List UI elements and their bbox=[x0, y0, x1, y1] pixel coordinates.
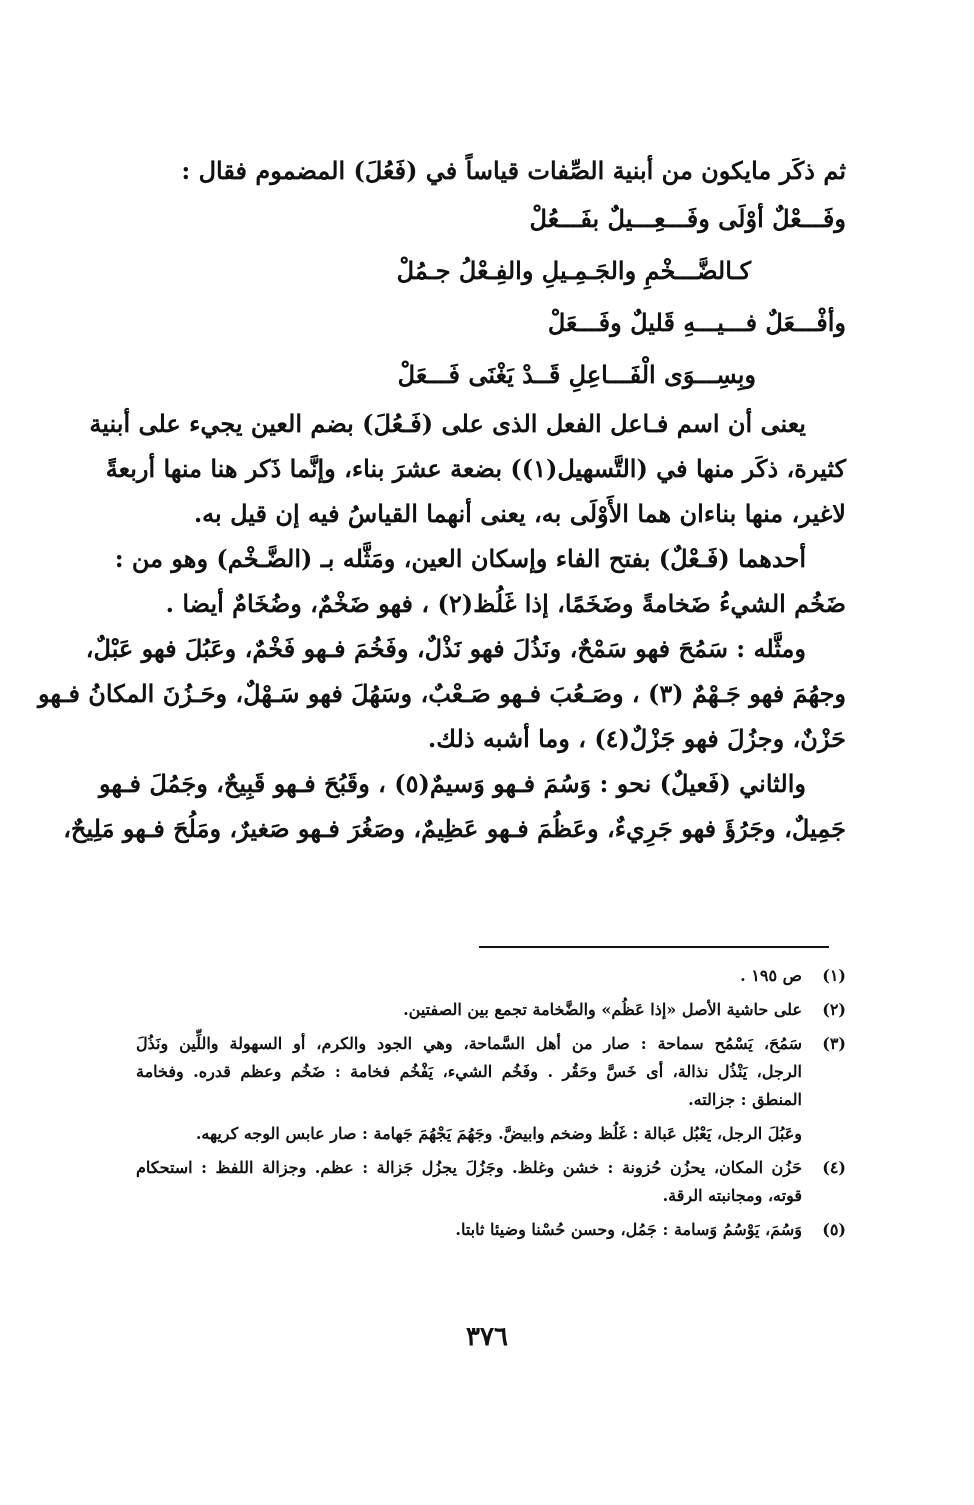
footnote-text: على حاشية الأصل «إذا عَظُم» والضَّخامة تجمع بين الصفتين. bbox=[403, 1000, 802, 1019]
footnote-divider bbox=[479, 946, 829, 948]
footnote-number: (٤) bbox=[822, 1158, 846, 1177]
para4-line-2: جَمِيلٌ، وجَرُؤَ فهو جَرِيءٌ، وعَظُمَ فـهو عَظِيمٌ، وصَغُرَ فـهو صَغيرٌ، ومَلُحَ فـهو مَلِيحٌ، bbox=[63, 814, 846, 843]
footnotes bbox=[136, 962, 846, 1250]
para3-line-2: وجهُمَ فهو جَـهْمٌ (٣) ، وصَـعُبَ فـهو صَـعْبٌ، وسَهُلَ فهو سَـهْلٌ، وحَـزُنَ المكانُ فـهو bbox=[37, 679, 846, 708]
para3-line-1: ومثَّله : سَمُحَ فهو سَمْحٌ، ونَذُلَ فهو نَذْلٌ، وفَخُمَ فـهو فَخْمٌ، وعَبُلَ فهو عَبْلٌ، bbox=[85, 634, 806, 663]
footnote-5 bbox=[136, 1216, 846, 1244]
footnote-number: (٣) bbox=[822, 1034, 846, 1053]
footnote-number: (١) bbox=[822, 966, 846, 985]
footnote-text: حَزُن المكان، يحزُن حُزونة : خشن وغلظ. وجَزُلَ يجزُل جَزالة : عظم. وجزالة اللفظ : استحكام bbox=[136, 1158, 802, 1177]
para1-line-1: يعنى أن اسم فـاعل الفعل الذى على (فَـعُلَ) بضم العين يجيء على أبنية bbox=[89, 409, 806, 438]
verse-line-4: وبِسِـــوَى الْفَـــاعِلِ قَــدْ يَغْنَى فَـــعَلْ bbox=[397, 360, 756, 389]
footnote-text: سَمُحَ، يَسْمُح سماحة : صار من أهل السَّماحة، وهي الجود والكرم، أو السهولة واللِّين ونَذُلَ bbox=[136, 1034, 802, 1053]
main-text bbox=[37, 148, 846, 851]
footnote-text: وَسُمَ، يَوْسُمُ وَسامة : جَمُل، وحسن حُسْنا وضيئا ثابتا. bbox=[455, 1220, 802, 1239]
footnote-text: ص ١٩٥ . bbox=[740, 966, 802, 985]
para1-line-2: كثيرة، ذكَر منها في (التَّسهيل(١)) بضعة عشرَ بناء، وإنَّما ذَكر هنا منها أربعةً bbox=[105, 454, 846, 483]
footnote-1 bbox=[136, 962, 846, 990]
para4-line-1: والثاني (فَعيلٌ) نحو : وَسُمَ فـهو وَسيمٌ(٥) ، وقَبُحَ فـهو قَبِيحٌ، وجَمُلَ فـهو bbox=[99, 769, 806, 798]
footnote-number: (٥) bbox=[822, 1220, 846, 1239]
footnote-text: الرجل، يَنْذُل نذالة، أى خَسَّ وحَقُر . وفَخُم الشيء، يَفْخُم فخامة : ضَخُم وعظم قدره. وفخامة bbox=[136, 1062, 802, 1081]
para2-line-2: ضَخُم الشيءُ ضَخامةً وضَخَمًا، إذا غَلُظ(٢) ، فهو ضَخْمٌ، وضُخَامٌ أيضا . bbox=[165, 589, 846, 618]
para1-line-3: لاغير، منها بناءان هما الأَوْلَى به، يعنى أنهما القياسُ فيه إن قيل به. bbox=[193, 499, 846, 528]
footnote-text: وعَبُلَ الرجل، يَعْبُل عَبالة : غَلُظ وضخم وابيضَّ. وجَهُمَ يَجْهُمَ جَهامة : صار عابس الوجه كريهه. bbox=[195, 1124, 802, 1143]
intro-line: ثم ذكَر مايكون من أبنية الصِّفات قياساً في (فَعُلَ) المضموم فقال : bbox=[181, 156, 846, 185]
verse-line-1: وفَـــعْلٌ أوْلَى وفَـــعِـــيلٌ بفَـــعُلْ bbox=[529, 204, 846, 233]
page-number: ٣٧٦ bbox=[466, 1322, 508, 1352]
footnote-3-continued bbox=[136, 1120, 846, 1148]
verse-line-2: كـالضَّـــخْمِ والجَـمِـيلِ والفِـعْلُ جـمُلْ bbox=[396, 256, 751, 285]
para3-line-3: حَزْنٌ، وجزُلَ فهو جَزْلٌ(٤) ، وما أشبه ذلك. bbox=[427, 724, 846, 753]
verse-line-3: وأفْـــعَلٌ فـــيـــهِ قَليلٌ وفَـــعَلْ bbox=[547, 308, 846, 337]
footnote-2 bbox=[136, 996, 846, 1024]
footnote-number: (٢) bbox=[822, 1000, 846, 1019]
footnote-3 bbox=[136, 1030, 846, 1114]
footnote-text: المنطق : جزالته. bbox=[688, 1090, 802, 1109]
footnote-number bbox=[802, 1120, 846, 1148]
footnote-text: قوته، ومجانبته الرقة. bbox=[662, 1186, 802, 1205]
footnote-4 bbox=[136, 1154, 846, 1210]
para2-line-1: أحدهما (فَـعْلٌ) بفتح الفاء وإسكان العين، ومَثَّله بـ (الضَّـخْم) وهو من : bbox=[114, 544, 806, 573]
